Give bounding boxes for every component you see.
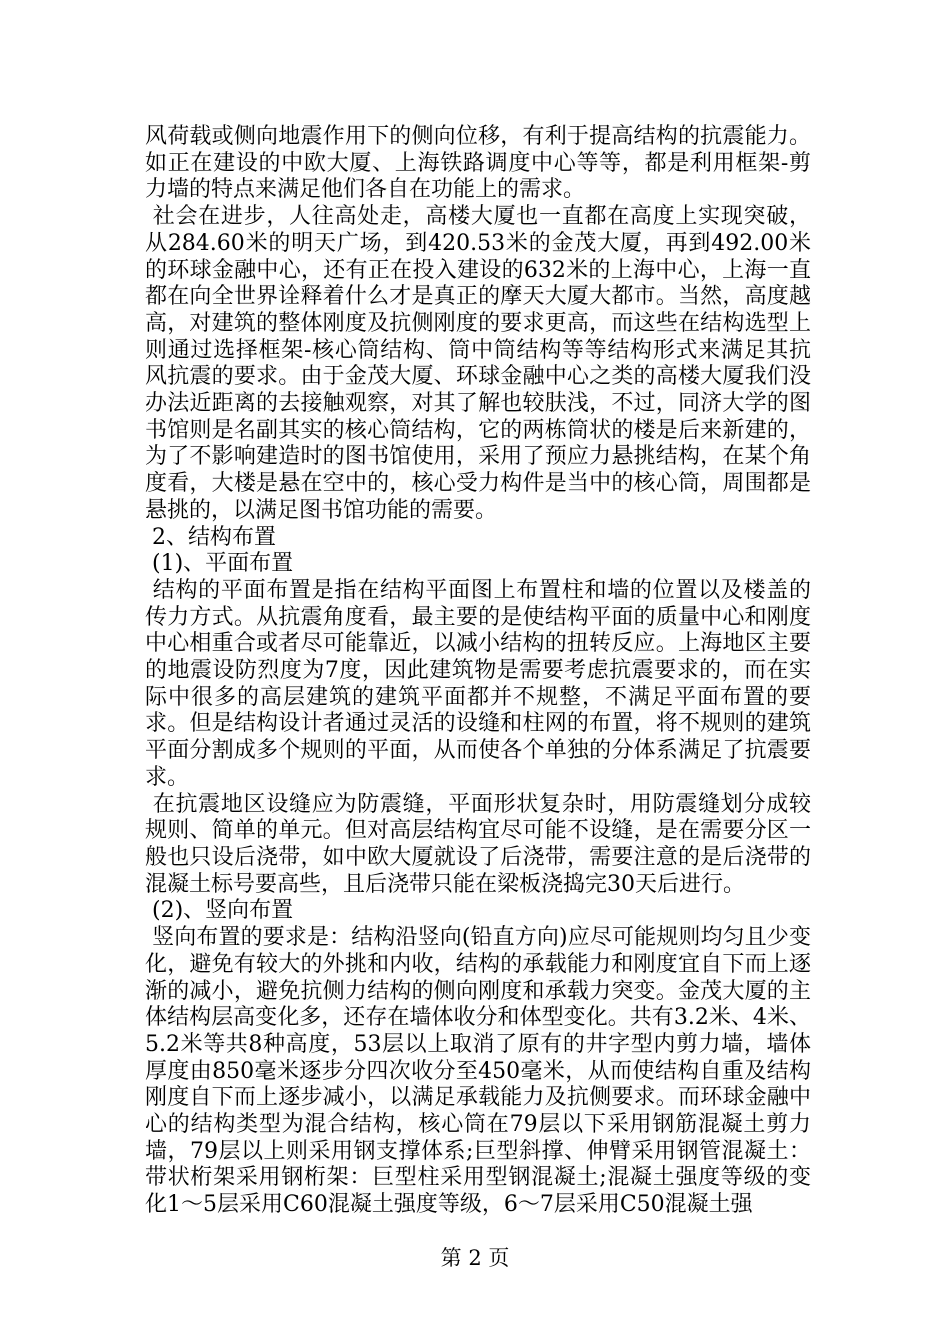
section-heading-structure-layout: 2、结构布置: [145, 524, 276, 550]
body-text: [145, 124, 811, 1219]
paragraph-seismic-joints: 在抗震地区设缝应为防震缝，平面形状复杂时，用防震缝划分成较规则、简单的单元。但对高层结构宜尽可能不设缝，是在需要分区一般也只设后浇带，如中欧大厦就设了后浇带，需要注意的是后浇带的混凝土标号要高些，且后浇带只能在梁板浇捣完30天后进行。: [145, 791, 811, 897]
subsection-heading-vertical-layout: (2)、竖向布置: [145, 898, 294, 924]
subsection-heading-plan-layout: (1)、平面布置: [145, 551, 294, 577]
paragraph-vertical-layout: 竖向布置的要求是：结构沿竖向(铅直方向)应尽可能规则均匀且少变化，避免有较大的外挑和内收，结构的承载能力和刚度宜自下而上逐渐的减小，避免抗侧力结构的侧向刚度和承载力突变。金茂大厦的主体结构层高变化多，还存在墙体收分和体型变化。共有3.2米、4米、5.2米等共8种高度，53层以上取消了原有的井字型内剪力墙，墙体厚度由850毫米逐步分四次收分至450毫米，从而使结构自重及结构刚度自下而上逐步减小，以满足承载能力及抗侧要求。而环球金融中心的结构类型为混合结构，核心筒在79层以下采用钢筋混凝土剪力墙，79层以上则采用钢支撑体系;巨型斜撑、伸臂采用钢管混凝土：带状桁架采用钢桁架：巨型柱采用型钢混凝土;混凝土强度等级的变化1～5层采用C60混凝土强度等级，6～7层采用C50混凝土强: [145, 925, 811, 1218]
paragraph-plan-layout: 结构的平面布置是指在结构平面图上布置柱和墙的位置以及楼盖的传力方式。从抗震角度看，最主要的是使结构平面的质量中心和刚度中心相重合或者尽可能靠近，以减小结构的扭转反应。上海地区主要的地震设防烈度为7度，因此建筑物是需要考虑抗震要求的，而在实际中很多的高层建筑的建筑平面都并不规整，不满足平面布置的要求。但是结构设计者通过灵活的设缝和柱网的布置，将不规则的建筑平面分割成多个规则的平面，从而使各个单独的分体系满足了抗震要求。: [145, 577, 811, 790]
paragraph-wind-load: 风荷载或侧向地震作用下的侧向位移，有利于提高结构的抗震能力。如正在建设的中欧大厦、上海铁路调度中心等等，都是利用框架-剪力墙的特点来满足他们各自在功能上的需求。: [145, 124, 811, 203]
page-number-footer: 第 2 页: [440, 1246, 510, 1270]
paragraph-skyscraper-heights: 社会在进步，人往高处走，高楼大厦也一直都在高度上实现突破，从284.60米的明天广场，到420.53米的金茂大厦，再到492.00米的环球金融中心，还有正在投入建设的632米的上海中心，上海一直都在向全世界诠释着什么才是真正的摩天大厦大都市。当然，高度越高，对建筑的整体刚度及抗侧刚度的要求更高，而这些在结构选型上则通过选择框架-核心筒结构、筒中筒结构等等结构形式来满足其抗风抗震的要求。由于金茂大厦、环球金融中心之类的高楼大厦我们没办法近距离的去接触观察，对其了解也较肤浅，不过，同济大学的图书馆则是名副其实的核心筒结构，它的两栋筒状的楼是后来新建的，为了不影响建造时的图书馆使用，采用了预应力悬挑结构，在某个角度看，大楼是悬在空中的，核心受力构件是当中的核心筒，周围都是悬挑的，以满足图书馆功能的需要。: [145, 204, 811, 523]
